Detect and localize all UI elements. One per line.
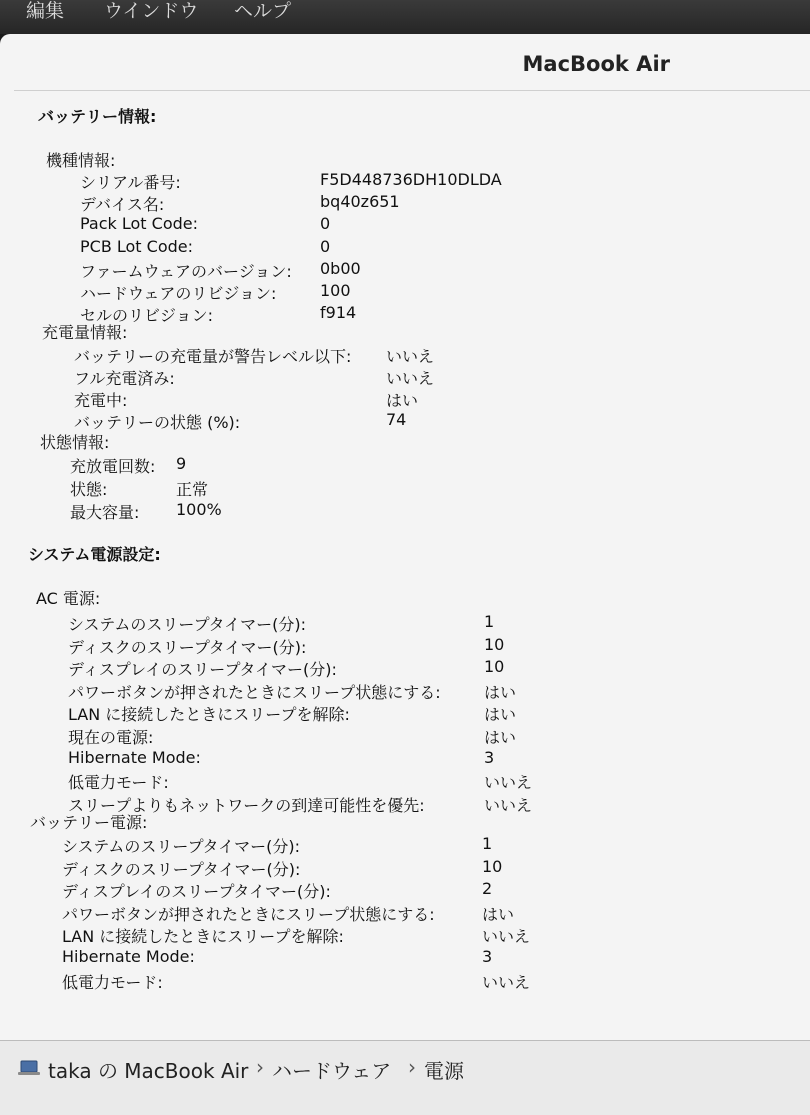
row-label: PCB Lot Code: xyxy=(80,236,194,256)
menu-bar xyxy=(0,0,810,34)
row-value: はい xyxy=(484,705,517,725)
row-value: 0b00 xyxy=(320,258,361,278)
row-value: 100% xyxy=(176,500,222,519)
row-value: はい xyxy=(484,728,517,747)
row-label: バッテリーの充電量が警告レベル以下: xyxy=(74,347,352,366)
row-value: 1 xyxy=(482,834,493,853)
row-label: システムのスリープタイマー(分): xyxy=(68,615,307,634)
row-value: 74 xyxy=(386,410,407,429)
row-label: パワーボタンが押されたときにスリープ状態にする: xyxy=(68,682,441,702)
row-label: ディスプレイのスリープタイマー(分): xyxy=(68,660,337,680)
row-label: LAN に接続したときにスリープを解除: xyxy=(68,705,350,725)
row-value: 10 xyxy=(484,634,505,654)
row-label: ディスクのスリープタイマー(分): xyxy=(62,859,301,879)
path-bar xyxy=(0,1040,810,1115)
battery-power-heading: バッテリー電源: xyxy=(30,813,148,832)
row-label: Hibernate Mode: xyxy=(68,747,201,767)
row-label: Pack Lot Code: xyxy=(80,214,199,234)
row-label: 現在の電源: xyxy=(68,728,154,747)
row-label: デバイス名: xyxy=(80,195,165,215)
row-label: シリアル番号: xyxy=(80,173,181,192)
row-value: 10 xyxy=(482,856,503,876)
row-value: 10 xyxy=(484,657,505,677)
row-label: フル充電済み: xyxy=(74,369,175,388)
model-info-heading: 機種情報: xyxy=(46,151,116,170)
row-value: はい xyxy=(484,682,517,702)
row-value: 9 xyxy=(176,454,187,473)
row-value: 0 xyxy=(320,214,331,234)
row-label: Hibernate Mode: xyxy=(62,947,195,966)
power-settings-heading: システム電源設定: xyxy=(28,545,161,564)
row-value: 0 xyxy=(320,236,331,256)
row-value: 3 xyxy=(482,947,493,966)
breadcrumb-power[interactable]: 電源 xyxy=(424,1059,464,1083)
menu-edit[interactable]: 編集 xyxy=(26,0,65,22)
row-label: スリープよりもネットワークの到達可能性を優先: xyxy=(68,795,425,815)
breadcrumb-separator: › xyxy=(256,1055,264,1079)
row-value: はい xyxy=(482,904,515,924)
breadcrumb-hardware[interactable]: ハードウェア xyxy=(272,1059,392,1083)
row-value: はい xyxy=(386,391,419,410)
row-label: ディスクのスリープタイマー(分): xyxy=(68,637,307,657)
row-label: 低電力モード: xyxy=(68,773,169,793)
row-label: 低電力モード: xyxy=(62,972,163,992)
breadcrumb-computer[interactable]: taka の MacBook Air xyxy=(48,1059,249,1083)
row-value: bq40z651 xyxy=(320,192,400,212)
row-value: 1 xyxy=(484,612,495,631)
row-value: 2 xyxy=(482,879,493,899)
row-label: セルのリビジョン: xyxy=(80,306,214,326)
row-value: いいえ xyxy=(386,347,435,366)
row-label: ディスプレイのスリープタイマー(分): xyxy=(62,882,331,902)
battery-info-heading: バッテリー情報: xyxy=(38,107,157,126)
row-label: バッテリーの状態 (%): xyxy=(74,413,241,432)
menu-window[interactable]: ウインドウ xyxy=(104,0,199,22)
breadcrumb-separator: › xyxy=(408,1055,416,1079)
row-label: ファームウェアのバージョン: xyxy=(80,261,292,281)
laptop-icon xyxy=(18,1059,40,1077)
window-title: MacBook Air xyxy=(522,52,670,76)
row-value: 100 xyxy=(320,281,351,300)
row-value: 正常 xyxy=(176,480,209,499)
row-label: LAN に接続したときにスリープを解除: xyxy=(62,927,344,947)
menu-help[interactable]: ヘルプ xyxy=(234,0,292,22)
row-value: いいえ xyxy=(482,927,531,947)
ac-power-heading: AC 電源: xyxy=(36,589,101,608)
row-label: 充電中: xyxy=(74,391,128,410)
row-value: いいえ xyxy=(386,369,435,388)
row-value: f914 xyxy=(320,303,357,323)
row-label: ハードウェアのリビジョン: xyxy=(80,284,277,303)
row-label: 充放電回数: xyxy=(70,457,156,476)
row-value: F5D448736DH10DLDA xyxy=(320,170,502,189)
header-divider xyxy=(14,90,810,91)
row-value: いいえ xyxy=(484,795,533,815)
row-value: いいえ xyxy=(484,773,533,793)
row-label: システムのスリープタイマー(分): xyxy=(62,837,301,856)
row-label: 最大容量: xyxy=(70,503,140,522)
row-label: パワーボタンが押されたときにスリープ状態にする: xyxy=(62,904,435,924)
system-information-window xyxy=(0,34,810,1083)
status-info-heading: 状態情報: xyxy=(40,433,110,452)
charge-info-heading: 充電量情報: xyxy=(42,323,128,342)
row-value: 3 xyxy=(484,747,495,767)
row-value: いいえ xyxy=(482,972,531,992)
row-label: 状態: xyxy=(70,480,108,499)
